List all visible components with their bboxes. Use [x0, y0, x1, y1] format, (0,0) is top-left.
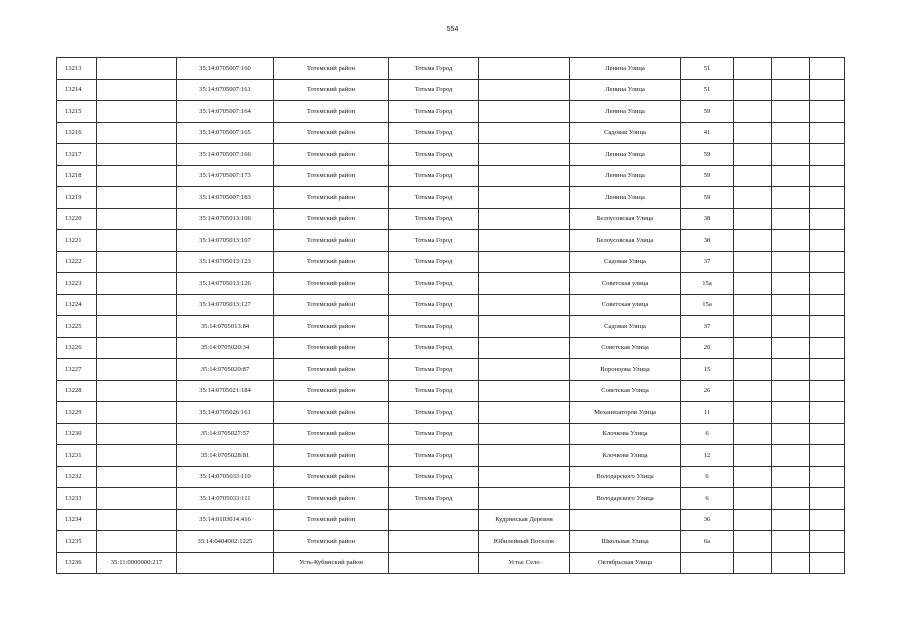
extra-cell-2: [772, 144, 810, 166]
settlement-cell: Юбилейный Поселок: [479, 531, 570, 553]
extra-cell-3: [810, 488, 845, 510]
settlement-cell: [479, 58, 570, 80]
district-cell: Тотемский район: [274, 337, 389, 359]
row-number-cell: 13233: [57, 488, 97, 510]
table-row: [57, 165, 845, 187]
row-number-cell: 13214: [57, 79, 97, 101]
city-cell: [389, 552, 479, 574]
row-number-cell: 13217: [57, 144, 97, 166]
extra-cell-2: [772, 251, 810, 273]
table-row: [57, 79, 845, 101]
table-row: [57, 251, 845, 273]
district-cell: Тотемский район: [274, 488, 389, 510]
table-row: [57, 122, 845, 144]
city-cell: [389, 509, 479, 531]
city-cell: Тотьма Город: [389, 445, 479, 467]
district-cell: Тотемский район: [274, 230, 389, 252]
street-cell: Клочкова Улица: [570, 445, 681, 467]
extra-cell-2: [772, 187, 810, 209]
extra-cell-3: [810, 101, 845, 123]
extra-cell-2: [772, 488, 810, 510]
extra-cell-2: [772, 208, 810, 230]
cadastral-quarter-cell: [97, 144, 177, 166]
district-cell: Тотемский район: [274, 273, 389, 295]
settlement-cell: Устье Село: [479, 552, 570, 574]
district-cell: Тотемский район: [274, 79, 389, 101]
cadastral-number-cell: [177, 552, 274, 574]
cadastral-number-cell: 35:14:0404002:1225: [177, 531, 274, 553]
cadastral-number-cell: 35:14:0705033:110: [177, 466, 274, 488]
row-number-cell: 13235: [57, 531, 97, 553]
cadastral-number-cell: 35:14:0705021:184: [177, 380, 274, 402]
city-cell: Тотьма Город: [389, 466, 479, 488]
table-row: [57, 101, 845, 123]
cadastral-number-cell: 35:14:0705007:165: [177, 122, 274, 144]
settlement-cell: [479, 144, 570, 166]
district-cell: Тотемский район: [274, 144, 389, 166]
table-row: [57, 552, 845, 574]
cadastral-number-cell: 35:14:0103014:416: [177, 509, 274, 531]
extra-cell-2: [772, 359, 810, 381]
city-cell: Тотьма Город: [389, 144, 479, 166]
district-cell: Тотемский район: [274, 165, 389, 187]
cadastral-quarter-cell: [97, 488, 177, 510]
house-number-cell: 38: [681, 208, 734, 230]
extra-cell-3: [810, 509, 845, 531]
street-cell: Ленина Улица: [570, 144, 681, 166]
district-cell: Тотемский район: [274, 509, 389, 531]
city-cell: Тотьма Город: [389, 251, 479, 273]
cadastral-quarter-cell: [97, 79, 177, 101]
house-number-cell: 36: [681, 509, 734, 531]
cadastral-quarter-cell: [97, 359, 177, 381]
settlement-cell: [479, 466, 570, 488]
cadastral-quarter-cell: [97, 402, 177, 424]
cadastral-number-cell: 35:14:0705020:34: [177, 337, 274, 359]
extra-cell-1: [734, 423, 772, 445]
house-number-cell: 15: [681, 359, 734, 381]
house-number-cell: 20: [681, 337, 734, 359]
house-number-cell: 12: [681, 445, 734, 467]
table-row: [57, 294, 845, 316]
cadastral-quarter-cell: [97, 423, 177, 445]
cadastral-number-cell: 35:14:0705027:57: [177, 423, 274, 445]
district-cell: Тотемский район: [274, 423, 389, 445]
extra-cell-1: [734, 552, 772, 574]
house-number-cell: 41: [681, 122, 734, 144]
cadastral-number-cell: 35:14:0705007:161: [177, 79, 274, 101]
district-cell: Тотемский район: [274, 122, 389, 144]
extra-cell-2: [772, 402, 810, 424]
row-number-cell: 13216: [57, 122, 97, 144]
extra-cell-1: [734, 337, 772, 359]
cadastral-number-cell: 35:14:0705007:173: [177, 165, 274, 187]
district-cell: Тотемский район: [274, 294, 389, 316]
extra-cell-1: [734, 445, 772, 467]
extra-cell-1: [734, 488, 772, 510]
street-cell: Белоусовская Улица: [570, 208, 681, 230]
extra-cell-1: [734, 273, 772, 295]
extra-cell-2: [772, 380, 810, 402]
settlement-cell: [479, 380, 570, 402]
extra-cell-1: [734, 165, 772, 187]
extra-cell-1: [734, 144, 772, 166]
cadastral-number-cell: 35:14:0705033:111: [177, 488, 274, 510]
extra-cell-3: [810, 187, 845, 209]
cadastral-number-cell: 35:14:0705007:160: [177, 58, 274, 80]
settlement-cell: [479, 359, 570, 381]
extra-cell-3: [810, 531, 845, 553]
registry-table-body: [57, 58, 845, 574]
extra-cell-3: [810, 208, 845, 230]
row-number-cell: 13213: [57, 58, 97, 80]
row-number-cell: 13227: [57, 359, 97, 381]
extra-cell-1: [734, 509, 772, 531]
cadastral-quarter-cell: [97, 101, 177, 123]
cadastral-number-cell: 35:14:0705007:164: [177, 101, 274, 123]
district-cell: Тотемский район: [274, 187, 389, 209]
cadastral-number-cell: 35:14:0705020:87: [177, 359, 274, 381]
settlement-cell: [479, 423, 570, 445]
street-cell: Садовая Улица: [570, 251, 681, 273]
table-row: [57, 337, 845, 359]
house-number-cell: 15а: [681, 294, 734, 316]
extra-cell-3: [810, 122, 845, 144]
extra-cell-1: [734, 122, 772, 144]
house-number-cell: 38: [681, 230, 734, 252]
street-cell: Володарского Улица: [570, 466, 681, 488]
settlement-cell: [479, 445, 570, 467]
extra-cell-2: [772, 423, 810, 445]
cadastral-quarter-cell: [97, 445, 177, 467]
settlement-cell: [479, 208, 570, 230]
house-number-cell: 6: [681, 423, 734, 445]
settlement-cell: [479, 230, 570, 252]
extra-cell-2: [772, 509, 810, 531]
row-number-cell: 13222: [57, 251, 97, 273]
cadastral-quarter-cell: [97, 122, 177, 144]
extra-cell-2: [772, 294, 810, 316]
extra-cell-3: [810, 423, 845, 445]
city-cell: Тотьма Город: [389, 294, 479, 316]
page-number: 554: [446, 26, 459, 33]
settlement-cell: [479, 251, 570, 273]
settlement-cell: [479, 187, 570, 209]
cadastral-number-cell: 35:14:0705007:183: [177, 187, 274, 209]
cadastral-quarter-cell: [97, 230, 177, 252]
extra-cell-1: [734, 466, 772, 488]
extra-cell-3: [810, 294, 845, 316]
extra-cell-3: [810, 273, 845, 295]
cadastral-number-cell: 35:14:0705013:84: [177, 316, 274, 338]
house-number-cell: 59: [681, 101, 734, 123]
settlement-cell: [479, 165, 570, 187]
street-cell: Ленина Улица: [570, 187, 681, 209]
table-row: [57, 230, 845, 252]
street-cell: Октябрьская Улица: [570, 552, 681, 574]
extra-cell-2: [772, 445, 810, 467]
row-number-cell: 13219: [57, 187, 97, 209]
row-number-cell: 13236: [57, 552, 97, 574]
cadastral-quarter-cell: [97, 316, 177, 338]
table-row: [57, 423, 845, 445]
city-cell: [389, 531, 479, 553]
extra-cell-2: [772, 122, 810, 144]
city-cell: Тотьма Город: [389, 488, 479, 510]
row-number-cell: 13230: [57, 423, 97, 445]
table-row: [57, 509, 845, 531]
extra-cell-1: [734, 402, 772, 424]
city-cell: Тотьма Город: [389, 165, 479, 187]
district-cell: Тотемский район: [274, 445, 389, 467]
cadastral-quarter-cell: [97, 251, 177, 273]
settlement-cell: [479, 122, 570, 144]
extra-cell-2: [772, 466, 810, 488]
settlement-cell: [479, 79, 570, 101]
district-cell: Тотемский район: [274, 58, 389, 80]
district-cell: Тотемский район: [274, 466, 389, 488]
city-cell: Тотьма Город: [389, 122, 479, 144]
house-number-cell: 59: [681, 144, 734, 166]
row-number-cell: 13221: [57, 230, 97, 252]
extra-cell-2: [772, 230, 810, 252]
row-number-cell: 13220: [57, 208, 97, 230]
district-cell: Тотемский район: [274, 359, 389, 381]
table-row: [57, 402, 845, 424]
extra-cell-1: [734, 58, 772, 80]
extra-cell-1: [734, 531, 772, 553]
street-cell: Садовая Улица: [570, 316, 681, 338]
table-row: [57, 488, 845, 510]
cadastral-quarter-cell: [97, 380, 177, 402]
house-number-cell: 37: [681, 316, 734, 338]
table-row: [57, 144, 845, 166]
extra-cell-1: [734, 208, 772, 230]
table-row: [57, 273, 845, 295]
extra-cell-3: [810, 402, 845, 424]
street-cell: Белоусовская Улица: [570, 230, 681, 252]
extra-cell-2: [772, 165, 810, 187]
extra-cell-2: [772, 531, 810, 553]
cadastral-number-cell: 35:14:0705013:126: [177, 273, 274, 295]
house-number-cell: 15а: [681, 273, 734, 295]
street-cell: Володарского Улица: [570, 488, 681, 510]
extra-cell-1: [734, 294, 772, 316]
settlement-cell: [479, 101, 570, 123]
table-row: [57, 531, 845, 553]
row-number-cell: 13228: [57, 380, 97, 402]
district-cell: Тотемский район: [274, 251, 389, 273]
cadastral-number-cell: 35:14:0705013:123: [177, 251, 274, 273]
table-row: [57, 58, 845, 80]
city-cell: Тотьма Город: [389, 230, 479, 252]
row-number-cell: 13225: [57, 316, 97, 338]
house-number-cell: 6: [681, 466, 734, 488]
street-cell: Ленина Улица: [570, 79, 681, 101]
extra-cell-3: [810, 144, 845, 166]
table-row: [57, 380, 845, 402]
row-number-cell: 13231: [57, 445, 97, 467]
city-cell: Тотьма Город: [389, 337, 479, 359]
extra-cell-3: [810, 230, 845, 252]
street-cell: Советская Улица: [570, 337, 681, 359]
city-cell: Тотьма Город: [389, 316, 479, 338]
extra-cell-1: [734, 380, 772, 402]
row-number-cell: 13226: [57, 337, 97, 359]
cadastral-quarter-cell: 35:11:0000000:217: [97, 552, 177, 574]
extra-cell-2: [772, 273, 810, 295]
settlement-cell: [479, 294, 570, 316]
registry-table: [56, 57, 845, 574]
cadastral-number-cell: 35:14:0705013:107: [177, 230, 274, 252]
extra-cell-2: [772, 79, 810, 101]
house-number-cell: 59: [681, 187, 734, 209]
street-cell: Школьная Улица: [570, 531, 681, 553]
cadastral-number-cell: 35:14:0705007:166: [177, 144, 274, 166]
row-number-cell: 13224: [57, 294, 97, 316]
extra-cell-1: [734, 359, 772, 381]
extra-cell-1: [734, 187, 772, 209]
extra-cell-2: [772, 337, 810, 359]
cadastral-quarter-cell: [97, 531, 177, 553]
house-number-cell: 51: [681, 79, 734, 101]
district-cell: Тотемский район: [274, 380, 389, 402]
street-cell: Советская улица: [570, 294, 681, 316]
extra-cell-3: [810, 165, 845, 187]
cadastral-quarter-cell: [97, 509, 177, 531]
row-number-cell: 13218: [57, 165, 97, 187]
house-number-cell: 59: [681, 165, 734, 187]
cadastral-quarter-cell: [97, 58, 177, 80]
table-row: [57, 359, 845, 381]
cadastral-quarter-cell: [97, 294, 177, 316]
district-cell: Тотемский район: [274, 402, 389, 424]
street-cell: Механизаторов Улица: [570, 402, 681, 424]
house-number-cell: 51: [681, 58, 734, 80]
extra-cell-3: [810, 58, 845, 80]
district-cell: Тотемский район: [274, 208, 389, 230]
street-cell: Воронцова Улица: [570, 359, 681, 381]
extra-cell-3: [810, 466, 845, 488]
city-cell: Тотьма Город: [389, 273, 479, 295]
district-cell: Усть-Кубинский район: [274, 552, 389, 574]
district-cell: Тотемский район: [274, 316, 389, 338]
extra-cell-3: [810, 552, 845, 574]
street-cell: Советская улица: [570, 273, 681, 295]
extra-cell-3: [810, 337, 845, 359]
street-cell: Ленина Улица: [570, 165, 681, 187]
row-number-cell: 13232: [57, 466, 97, 488]
street-cell: Советская Улица: [570, 380, 681, 402]
table-row: [57, 187, 845, 209]
settlement-cell: [479, 273, 570, 295]
table-row: [57, 208, 845, 230]
city-cell: Тотьма Город: [389, 359, 479, 381]
extra-cell-3: [810, 316, 845, 338]
house-number-cell: 6: [681, 488, 734, 510]
cadastral-quarter-cell: [97, 337, 177, 359]
house-number-cell: [681, 552, 734, 574]
table-row: [57, 445, 845, 467]
extra-cell-3: [810, 79, 845, 101]
cadastral-quarter-cell: [97, 165, 177, 187]
city-cell: Тотьма Город: [389, 58, 479, 80]
extra-cell-1: [734, 230, 772, 252]
house-number-cell: 11: [681, 402, 734, 424]
settlement-cell: [479, 316, 570, 338]
street-cell: [570, 509, 681, 531]
extra-cell-1: [734, 79, 772, 101]
cadastral-number-cell: 35:14:0705028:81: [177, 445, 274, 467]
row-number-cell: 13229: [57, 402, 97, 424]
extra-cell-1: [734, 316, 772, 338]
row-number-cell: 13223: [57, 273, 97, 295]
extra-cell-3: [810, 380, 845, 402]
city-cell: Тотьма Город: [389, 423, 479, 445]
cadastral-number-cell: 35:14:0705013:127: [177, 294, 274, 316]
house-number-cell: 26: [681, 380, 734, 402]
city-cell: Тотьма Город: [389, 208, 479, 230]
cadastral-quarter-cell: [97, 466, 177, 488]
extra-cell-1: [734, 251, 772, 273]
extra-cell-2: [772, 316, 810, 338]
city-cell: Тотьма Город: [389, 402, 479, 424]
extra-cell-3: [810, 359, 845, 381]
street-cell: Садовая Улица: [570, 122, 681, 144]
extra-cell-2: [772, 58, 810, 80]
house-number-cell: 37: [681, 251, 734, 273]
row-number-cell: 13234: [57, 509, 97, 531]
city-cell: Тотьма Город: [389, 79, 479, 101]
table-row: [57, 466, 845, 488]
cadastral-quarter-cell: [97, 187, 177, 209]
cadastral-quarter-cell: [97, 208, 177, 230]
district-cell: Тотемский район: [274, 531, 389, 553]
settlement-cell: [479, 488, 570, 510]
settlement-cell: [479, 402, 570, 424]
city-cell: Тотьма Город: [389, 187, 479, 209]
city-cell: Тотьма Город: [389, 101, 479, 123]
settlement-cell: Кудринская Деревня: [479, 509, 570, 531]
extra-cell-3: [810, 445, 845, 467]
city-cell: Тотьма Город: [389, 380, 479, 402]
house-number-cell: 6а: [681, 531, 734, 553]
cadastral-number-cell: 35:14:0705013:106: [177, 208, 274, 230]
street-cell: Ленина Улица: [570, 101, 681, 123]
row-number-cell: 13215: [57, 101, 97, 123]
extra-cell-1: [734, 101, 772, 123]
district-cell: Тотемский район: [274, 101, 389, 123]
extra-cell-3: [810, 251, 845, 273]
cadastral-number-cell: 35:14:0705026:161: [177, 402, 274, 424]
extra-cell-2: [772, 552, 810, 574]
extra-cell-2: [772, 101, 810, 123]
settlement-cell: [479, 337, 570, 359]
table-row: [57, 316, 845, 338]
cadastral-quarter-cell: [97, 273, 177, 295]
street-cell: Клочкова Улица: [570, 423, 681, 445]
street-cell: Ленина Улица: [570, 58, 681, 80]
